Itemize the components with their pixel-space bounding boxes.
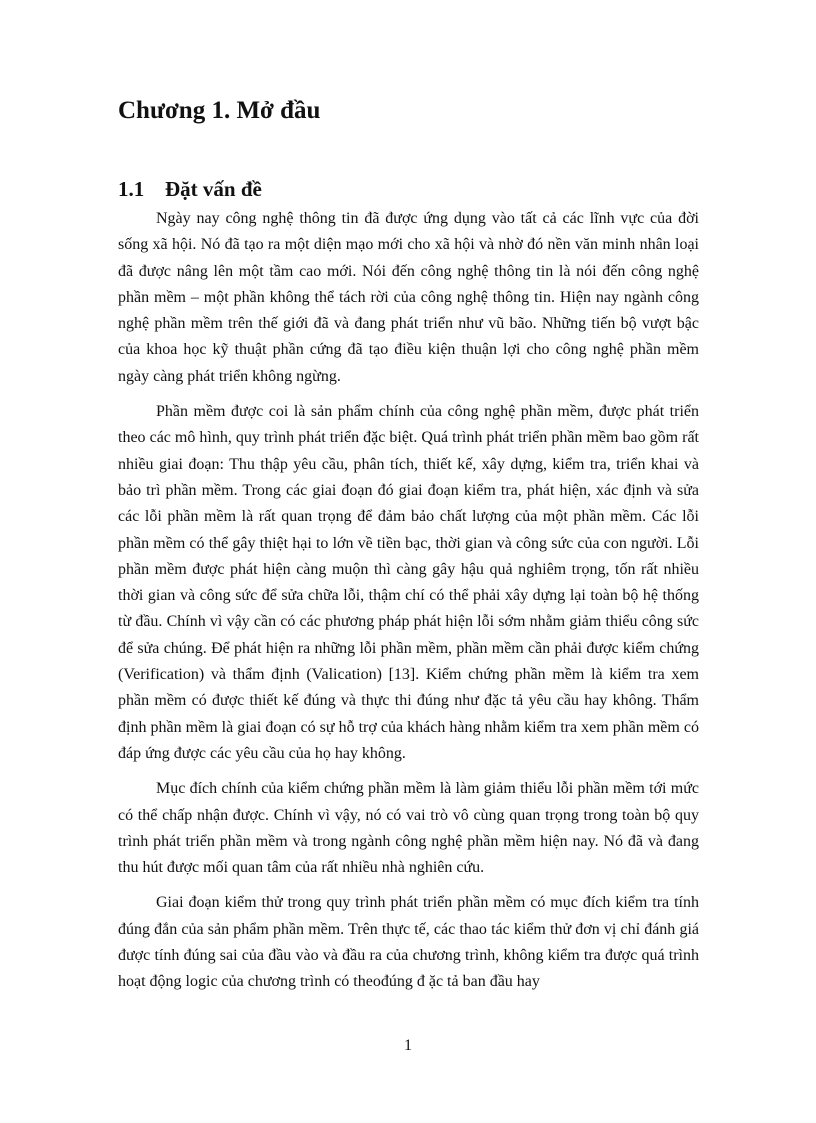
section-heading xyxy=(118,175,262,203)
paragraph-1: Ngày nay công nghệ thông tin đã được ứng dụng vào tất cả các lĩnh vực của đời sống xã hội. Nó đã tạo ra một diện mạo mới cho xã hội và nhờ đó nền văn minh nhân loại đã được nâng lên một tầm cao mới. Nói đến công nghệ thông tin là nói đến công nghệ phần mềm – một phần không thể tách rời của công nghệ thông tin. Hiện nay ngành công nghệ phần mềm trên thế giới đã và đang phát triển như vũ bão. Những tiến bộ vượt bậc của khoa học kỹ thuật phần cứng đã tạo điều kiện thuận lợi cho công nghệ phần mềm ngày càng phát triển không ngừng. xyxy=(118,210,699,385)
paragraph-4: Giai đoạn kiểm thử trong quy trình phát triển phần mềm có mục đích kiểm tra tính đúng đắn của sản phẩm phần mềm. Trên thực tế, các thao tác kiểm thử đơn vị chỉ đánh giá được tính đúng sai của đầu vào và đầu ra của chương trình, không kiểm tra được quá trình hoạt động logic của chương trình có theođúng đ ặc tả ban đầu hay xyxy=(118,894,699,991)
page-number: 1 xyxy=(404,1037,412,1054)
section-number: 1.1 xyxy=(118,177,145,201)
paragraph-2: Phần mềm được coi là sản phẩm chính của công nghệ phần mềm, được phát triển theo các mô hình, quy trình phát triển đặc biệt. Quá trình phát triển phần mềm bao gồm rất nhiều giai đoạn: Thu thập yêu cầu, phân tích, thiết kế, xây dựng, kiểm tra, triển khai và bảo trì phần mềm. Trong các giai đoạn đó giai đoạn kiểm tra, phát hiện, xác định và sửa các lỗi phần mềm là rất quan trọng để đảm bảo chất lượng của một phần mềm. Các lỗi phần mềm có thể gây thiệt hại to lớn về tiền bạc, thời gian và công sức của con người. Lỗi phần mềm được phát hiện càng muộn thì càng gây hậu quả nghiêm trọng, tốn rất nhiều thời gian và công sức để sửa chữa lỗi, thậm chí có thể phải xây dựng lại toàn bộ hệ thống từ đầu. Chính vì vậy cần có các phương pháp phát hiện lỗi sớm nhằm giảm thiểu công sức để sửa chúng. Để phát hiện ra những lỗi phần mềm, phần mềm cần phải được kiểm chứng (Verification) và thẩm định (Valication) [13]. Kiểm chứng phần mềm là kiểm tra xem phần mềm có được thiết kế đúng và thực thi đúng như đặc tả yêu cầu hay không. Thẩm định phần mềm là giai đoạn có sự hỗ trợ của khách hàng nhằm kiểm tra xem phần mềm có đáp ứng được các yêu cầu của họ hay không. xyxy=(118,403,699,762)
body-text xyxy=(118,206,699,1005)
chapter-title: Chương 1. Mở đầu xyxy=(118,97,321,124)
section-title: Đặt vấn đề xyxy=(165,177,262,201)
paragraph-3: Mục đích chính của kiểm chứng phần mềm là làm giảm thiểu lỗi phần mềm tới mức có thể chấp nhận được. Chính vì vậy, nó có vai trò vô cùng quan trọng trong toàn bộ quy trình phát triển phần mềm và trong ngành công nghệ phần mềm hiện nay. Nó đã và đang thu hút được mối quan tâm của rất nhiều nhà nghiên cứu. xyxy=(118,780,699,877)
